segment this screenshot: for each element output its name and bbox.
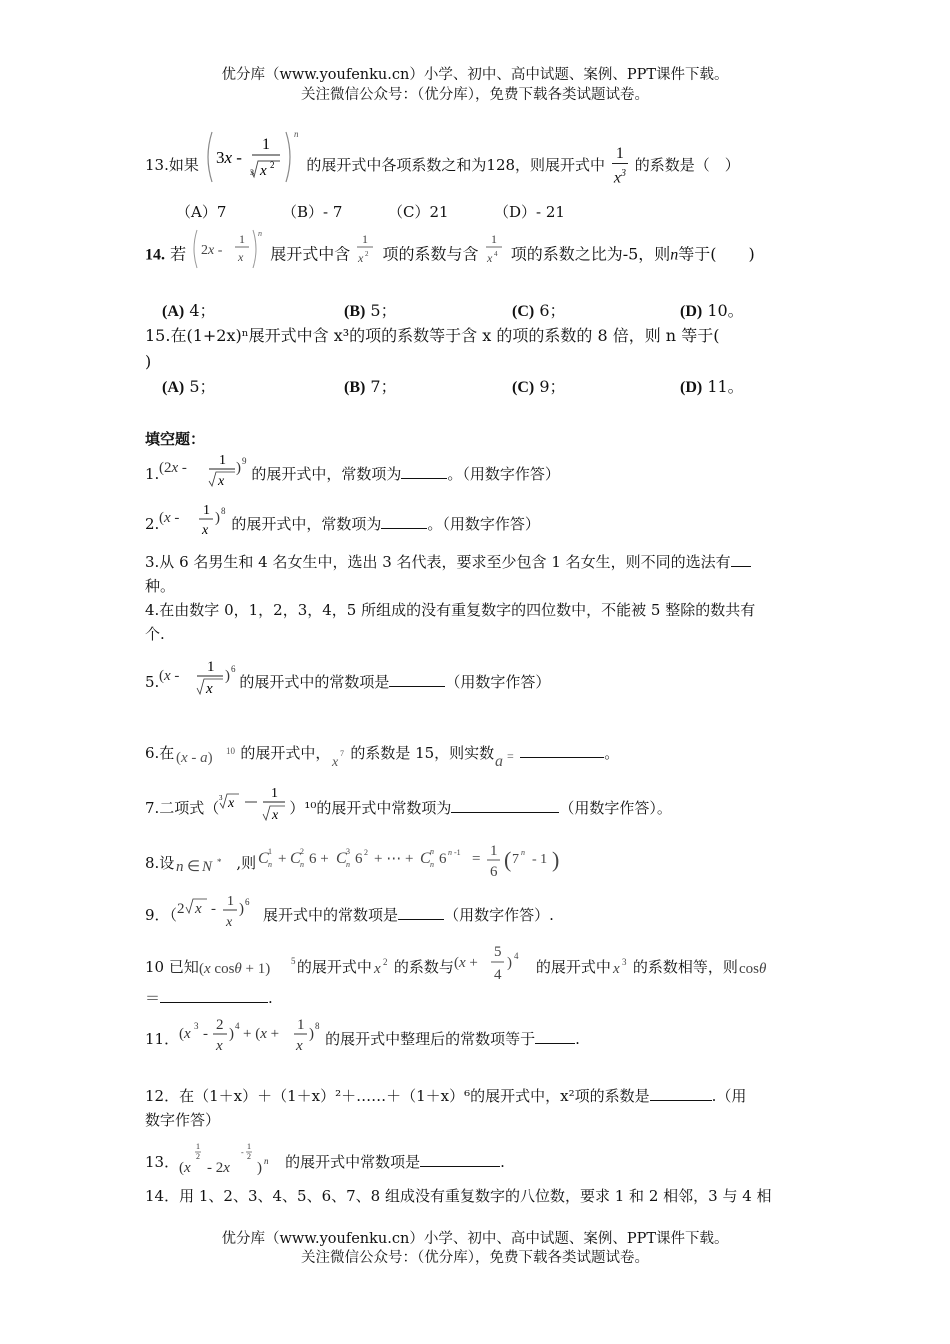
- svg-text:x: x: [216, 1038, 223, 1054]
- svg-text:2: 2: [269, 160, 275, 171]
- svg-text:3: 3: [621, 957, 627, 967]
- svg-text:): ): [239, 901, 245, 917]
- q13-text-a: 的展开式中各项系数之和为128，则展开式中: [306, 156, 606, 175]
- svg-text:-: -: [241, 1148, 244, 1157]
- svg-text:x: x: [195, 901, 202, 917]
- fill-question-8: 8.设 n ∈ N * ,则 C 1 n + C 2 n 6 + C 3 n 6 2 + ⋯ + C n n 6 n -1 = 1 6 ( 7 n - 1 ): [145, 845, 586, 883]
- f11-expression-formula: [179, 1012, 325, 1058]
- svg-text:): ): [236, 460, 242, 476]
- q14-option-c: (C) 6；: [512, 301, 566, 320]
- svg-text:1: 1: [271, 786, 279, 801]
- svg-text:+ ⋯ +: + ⋯ +: [374, 851, 414, 867]
- svg-text:8: 8: [315, 1021, 320, 1031]
- svg-text:1: 1: [219, 453, 227, 468]
- q14-prefix: 若: [170, 244, 187, 264]
- svg-text:6: 6: [355, 851, 363, 867]
- svg-text:10: 10: [226, 746, 236, 756]
- svg-text:5: 5: [493, 944, 502, 960]
- q13-number: 13.如果: [145, 156, 199, 175]
- f13-expression-formula: [179, 1140, 285, 1182]
- svg-text:): ): [229, 1026, 235, 1042]
- q14-fraction-1-over-x2: [355, 228, 377, 270]
- svg-text:2: 2: [247, 1152, 252, 1161]
- svg-text:1: 1: [196, 1142, 201, 1151]
- svg-text:1: 1: [490, 843, 498, 859]
- svg-text:1: 1: [227, 894, 235, 909]
- svg-text:x: x: [612, 961, 620, 977]
- svg-text:C: C: [290, 850, 301, 867]
- svg-text:6: 6: [490, 864, 498, 880]
- fill-question-3-line1: 3.从 6 名男生和 4 名女生中，选出 3 名代表，要求至少包含 1 名女生，则不同的选法有: [145, 552, 751, 572]
- svg-text:n: n: [176, 859, 184, 875]
- svg-text:+ (x +: + (x +: [243, 1026, 280, 1042]
- svg-text:(x -: (x -: [159, 668, 180, 684]
- question-15-line1: 15.在(1+2x)ⁿ展开式中含 x³的项的系数等于含 x 的项的系数的 8 倍，则 n 等于(: [145, 326, 720, 345]
- f6-x7-term: [330, 744, 350, 774]
- q14-number: 14.: [145, 246, 165, 264]
- svg-text:1: 1: [362, 232, 369, 246]
- svg-text:): ): [257, 1160, 263, 1176]
- fill-question-5: 5. (x - 1 x ) 6 的展开式中的常数项是 （用数字作答）: [145, 666, 550, 700]
- svg-text:5: 5: [290, 956, 296, 966]
- svg-text:(x - a): (x - a): [176, 750, 213, 766]
- svg-text:2: 2: [300, 847, 305, 856]
- q13-expression-formula: [204, 129, 302, 185]
- svg-text:n: n: [268, 860, 273, 869]
- q13-option-b: （B）- 7: [282, 203, 343, 221]
- svg-text:x: x: [228, 796, 235, 811]
- q13-fraction-1-over-x3: $\frac{1}{x^3}$: [613, 145, 626, 187]
- svg-text:6: 6: [439, 851, 447, 867]
- svg-text:1: 1: [239, 232, 246, 246]
- svg-text:x: x: [226, 915, 233, 930]
- svg-text:3x -: 3x -: [215, 148, 242, 168]
- svg-text:n: n: [293, 129, 299, 140]
- f5-expression-formula: [159, 656, 239, 700]
- svg-text:n: n: [430, 847, 435, 856]
- f10-cos-theta: [738, 952, 782, 982]
- fill-question-4-line1: 4.在由数字 0，1，2，3，4，5 所组成的没有重复数字的四位数中，不能被 5 整除的数共有: [145, 601, 756, 619]
- svg-text:1: 1: [268, 847, 273, 856]
- fill-question-14-line1: 14．用 1、2、3、4、5、6、7、8 组成没有重复数字的八位数，要求 1 和 2 相邻，3 与 4 相: [145, 1187, 772, 1205]
- svg-text:2: 2: [196, 1152, 201, 1161]
- svg-text:x: x: [238, 250, 244, 264]
- svg-text:1: 1: [203, 503, 211, 518]
- f9-expression-formula: [177, 891, 263, 933]
- svg-text:x: x: [202, 523, 209, 538]
- fill-question-13: 13． (x 1 2 - 2x - 1 2 ) n 的展开式中常数项是 .: [145, 1144, 505, 1182]
- svg-text:x: x: [272, 808, 279, 823]
- svg-text:3: 3: [249, 168, 254, 178]
- svg-text:(2x -: (2x -: [159, 460, 188, 476]
- svg-text:x: x: [206, 681, 213, 697]
- svg-text:7: 7: [340, 749, 345, 758]
- svg-text:x: x: [486, 251, 492, 265]
- f8-condition-formula: [174, 851, 236, 881]
- svg-text:x: x: [358, 251, 364, 265]
- fill-question-10-line1: 10 已知 (x cosθ + 1) 5 的展开式中 x 2 的系数与 (x + 5 4 ) 4 的展开式中 x 3 的系数相等，则 cosθ: [145, 950, 782, 986]
- svg-text:): ): [215, 510, 221, 526]
- f10-x3-term: [611, 952, 633, 982]
- svg-text:4: 4: [235, 1021, 240, 1031]
- f7-expression-formula: [219, 781, 289, 825]
- svg-text:cosθ: cosθ: [738, 961, 767, 977]
- fill-question-11: 11． (x 3 - 2 x ) 4 + (x + 1 x ) 8 的展开式中整理后的常数项等于 .: [145, 1022, 580, 1058]
- svg-text:): ): [225, 668, 231, 684]
- svg-text:2: 2: [216, 1017, 224, 1033]
- q14-expression-formula: [191, 228, 265, 270]
- q14-text-2: 项的系数与含: [382, 244, 479, 264]
- svg-text:- 1: - 1: [532, 852, 548, 867]
- page-header-line1: 优分库（www.youfenku.cn）小学、初中、高中试题、案例、PPT课件下载。: [221, 67, 729, 83]
- svg-text:n: n: [430, 860, 435, 869]
- svg-text:(x -: (x -: [159, 510, 180, 526]
- svg-text:6: 6: [245, 897, 250, 907]
- svg-text:3: 3: [219, 794, 223, 802]
- svg-text:x: x: [296, 1038, 303, 1054]
- svg-text:8: 8: [221, 506, 226, 516]
- svg-text:1: 1: [247, 1142, 252, 1151]
- svg-text:N: N: [202, 859, 213, 875]
- svg-text:): ): [506, 955, 512, 971]
- svg-text:2x -: 2x -: [201, 243, 223, 258]
- fill-in-section-title: 填空题：: [145, 430, 206, 448]
- svg-text:4: 4: [513, 951, 519, 961]
- fill-question-4-line2: 个.: [145, 625, 165, 643]
- svg-text:): ): [309, 1026, 315, 1042]
- svg-text:=: =: [472, 851, 481, 867]
- page-header-line2: 关注微信公众号：（优分库），免费下载各类试题试卷。: [301, 87, 649, 103]
- question-14: [145, 229, 755, 270]
- svg-text:n: n: [300, 860, 305, 869]
- q15-option-d: (D) 11。: [680, 377, 744, 396]
- fill-question-12-line2: 数字作答）: [145, 1111, 221, 1129]
- svg-text:6 +: 6 +: [309, 851, 329, 867]
- svg-text:C: C: [258, 850, 269, 867]
- q14-option-d: (D) 10。: [680, 301, 744, 320]
- svg-text:n: n: [346, 860, 351, 869]
- svg-text:n: n: [521, 848, 526, 857]
- q15-option-b: (B) 7；: [344, 377, 397, 396]
- q13-text-b: 的系数是（ ）: [634, 156, 740, 175]
- question-13: [145, 129, 740, 187]
- fill-question-10-line2: ＝ .: [145, 989, 273, 1007]
- svg-text:1: 1: [490, 232, 497, 246]
- svg-text:∈: ∈: [187, 859, 201, 875]
- svg-text:-: -: [203, 1026, 209, 1042]
- svg-text:x: x: [373, 961, 381, 977]
- page-footer-line2: 关注微信公众号：（优分库），免费下载各类试题试卷。: [301, 1250, 649, 1266]
- svg-text:1: 1: [261, 136, 270, 154]
- svg-text:- 2x: - 2x: [207, 1160, 231, 1176]
- f10-expression-1-formula: [199, 951, 297, 983]
- svg-text:6: 6: [231, 664, 236, 674]
- svg-text:=: =: [507, 749, 514, 763]
- svg-text:a: a: [495, 753, 504, 770]
- svg-text:(: (: [504, 847, 512, 872]
- svg-text:(x: (x: [179, 1026, 191, 1042]
- fill-question-7: 7.二项式（ 3 x 1 x ）¹⁰的展开式中常数项为 （用数字作答）。: [145, 793, 672, 825]
- q14-option-b: (B) 5；: [344, 301, 397, 320]
- svg-text:(x cosθ + 1): (x cosθ + 1): [198, 961, 271, 977]
- svg-text:1: 1: [297, 1017, 305, 1033]
- f8-identity-formula: [256, 839, 586, 883]
- svg-text:*: *: [217, 857, 222, 867]
- svg-text:7: 7: [512, 852, 520, 867]
- svg-text:2: 2: [382, 957, 388, 967]
- svg-text:+: +: [278, 851, 287, 867]
- svg-text:x: x: [218, 474, 225, 489]
- q14-text-4: 等于( ): [678, 244, 755, 264]
- fill-question-3-line2: 种。: [145, 577, 176, 595]
- q13-option-a: （A）7: [176, 203, 227, 221]
- svg-text:n: n: [448, 848, 453, 857]
- q13-option-c: （C）21: [388, 203, 449, 221]
- svg-text:3: 3: [194, 1021, 199, 1031]
- fill-question-12-line1: 12．在（1＋x）＋（1＋x）²＋……＋（1＋x）⁶的展开式中，x²项的系数是 .（用: [145, 1087, 747, 1105]
- fill-question-9: 9．（ 2 x - 1 x ) 6 展开式中的常数项是 （用数字作答）.: [145, 899, 554, 933]
- q14-fraction-1-over-x4: [484, 228, 506, 270]
- svg-text:C: C: [336, 850, 347, 867]
- f2-expression-formula: [159, 500, 231, 540]
- svg-text:-: -: [211, 901, 217, 917]
- q15-option-c: (C) 9；: [512, 377, 566, 396]
- fill-question-6: 6.在 (x - a) 10 的展开式中， x 7 的系数是 15，则实数 a = 。: [145, 734, 619, 774]
- fill-question-2: 2. (x - 1 x ) 8 的展开式中，常数项为 。（用数字作答）: [145, 510, 540, 540]
- svg-text:4: 4: [493, 967, 502, 983]
- svg-text:n: n: [264, 1156, 269, 1166]
- q14-text-1: 展开式中含: [270, 244, 351, 264]
- svg-text:1: 1: [207, 659, 215, 675]
- svg-text:): ): [552, 847, 560, 872]
- q14-option-a: (A) 4；: [162, 301, 216, 320]
- page-footer-line1: 优分库（www.youfenku.cn）小学、初中、高中试题、案例、PPT课件下载。: [221, 1231, 729, 1247]
- f6-expression-formula: [174, 744, 240, 774]
- fill-question-1: 1. (2x - 1 x ) 9 的展开式中，常数项为 。（用数字作答）: [145, 460, 560, 490]
- f10-expression-2-formula: [454, 938, 536, 986]
- svg-text:n: n: [258, 229, 263, 238]
- q14-n: n: [670, 246, 679, 264]
- svg-text:x: x: [332, 755, 339, 770]
- svg-text:-1: -1: [454, 848, 461, 857]
- f10-x2-term: [372, 952, 394, 982]
- svg-text:3: 3: [346, 847, 351, 856]
- svg-text:4: 4: [493, 250, 498, 258]
- svg-text:2: 2: [177, 901, 185, 917]
- svg-text:2: 2: [364, 848, 369, 857]
- svg-text:C: C: [420, 850, 431, 867]
- svg-text:x: x: [259, 163, 267, 180]
- q14-text-3: 项的系数之比为-5，则: [510, 244, 671, 264]
- f1-expression-formula: [159, 450, 251, 490]
- svg-text:(x: (x: [179, 1160, 191, 1176]
- question-15-line2: ): [145, 352, 152, 371]
- q13-option-d: （D）- 21: [494, 203, 565, 221]
- f6-a-equals: [494, 744, 520, 774]
- svg-text:2: 2: [365, 250, 369, 258]
- svg-text:(x +: (x +: [453, 955, 478, 971]
- svg-text:9: 9: [242, 456, 247, 466]
- q15-option-a: (A) 5；: [162, 377, 216, 396]
